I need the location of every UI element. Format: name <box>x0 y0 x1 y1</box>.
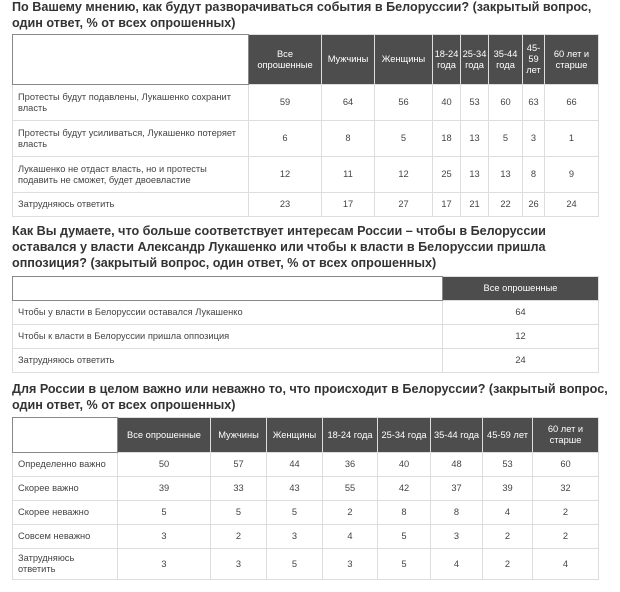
table-row <box>13 121 599 157</box>
table-row <box>13 477 599 501</box>
value-cell: 53 <box>483 453 533 477</box>
value-cell: 23 <box>249 193 322 217</box>
value-cell: 43 <box>267 477 323 501</box>
value-cell: 4 <box>323 525 378 549</box>
row-label: Затрудняюсь ответить <box>13 549 118 580</box>
value-cell: 53 <box>461 85 489 121</box>
value-cell: 3 <box>431 525 483 549</box>
value-cell: 55 <box>323 477 378 501</box>
row-label: Протесты будут усиливаться, Лукашенко потеряет власть <box>13 121 249 157</box>
value-cell: 26 <box>523 193 545 217</box>
header-cell: 35-44 года <box>431 418 483 453</box>
value-cell: 2 <box>483 549 533 580</box>
value-cell: 40 <box>433 85 461 121</box>
row-label: Скорее неважно <box>13 501 118 525</box>
header-corner <box>13 277 443 301</box>
value-cell: 59 <box>249 85 322 121</box>
value-cell: 60 <box>533 453 599 477</box>
header-cell: Все опрошенные <box>443 277 599 301</box>
header-corner <box>13 35 249 85</box>
value-cell: 5 <box>378 525 431 549</box>
value-cell: 5 <box>118 501 211 525</box>
table-row <box>13 301 599 325</box>
value-cell: 4 <box>533 549 599 580</box>
value-cell: 3 <box>523 121 545 157</box>
value-cell: 42 <box>378 477 431 501</box>
value-cell: 25 <box>433 157 461 193</box>
value-cell: 5 <box>489 121 523 157</box>
value-cell: 57 <box>211 453 267 477</box>
value-cell: 64 <box>322 85 375 121</box>
header-cell: 45-59 лет <box>523 35 545 85</box>
header-cell: Женщины <box>375 35 433 85</box>
value-cell: 3 <box>323 549 378 580</box>
table-row <box>13 157 599 193</box>
row-label: Протесты будут подавлены, Лукашенко сохранит власть <box>13 85 249 121</box>
header-cell: 18-24 года <box>433 35 461 85</box>
value-cell: 5 <box>267 501 323 525</box>
value-cell: 8 <box>431 501 483 525</box>
value-cell: 66 <box>545 85 599 121</box>
value-cell: 1 <box>545 121 599 157</box>
value-cell: 8 <box>378 501 431 525</box>
table-row <box>13 349 599 373</box>
value-cell: 18 <box>433 121 461 157</box>
value-cell: 5 <box>211 501 267 525</box>
row-label: Совсем неважно <box>13 525 118 549</box>
header-cell: Мужчины <box>211 418 267 453</box>
header-cell: Все опрошенные <box>249 35 322 85</box>
value-cell: 13 <box>461 121 489 157</box>
value-cell: 40 <box>378 453 431 477</box>
table-row <box>13 193 599 217</box>
value-cell: 39 <box>483 477 533 501</box>
header-cell: 60 лет и старше <box>545 35 599 85</box>
value-cell: 8 <box>523 157 545 193</box>
value-cell: 5 <box>375 121 433 157</box>
header-cell: 35-44 года <box>489 35 523 85</box>
value-cell: 9 <box>545 157 599 193</box>
value-cell: 5 <box>378 549 431 580</box>
row-label: Затрудняюсь ответить <box>13 349 443 373</box>
row-label: Лукашенко не отдаст власть, но и протесты подавить не сможет, будет двоевластие <box>13 157 249 193</box>
value-cell: 3 <box>118 525 211 549</box>
value-cell: 11 <box>322 157 375 193</box>
question-2-title: Как Вы думаете, что больше соответствует интересам России – чтобы в Белоруссии оставался у власти Александр Лукашенко или чтобы к власти в Белоруссии пришла оппозиция? (закрытый вопрос, один ответ, % от всех опрошенных) <box>12 224 546 270</box>
header-cell: Женщины <box>267 418 323 453</box>
table-row <box>13 501 599 525</box>
header-corner <box>13 418 118 453</box>
value-cell: 5 <box>267 549 323 580</box>
table-row <box>13 549 599 580</box>
value-cell: 60 <box>489 85 523 121</box>
value-cell: 17 <box>433 193 461 217</box>
russia-interests-table <box>12 276 599 373</box>
table-row <box>13 525 599 549</box>
row-label: Чтобы к власти в Белоруссии пришла оппозиция <box>13 325 443 349</box>
row-label: Скорее важно <box>13 477 118 501</box>
header-cell: 18-24 года <box>323 418 378 453</box>
events-forecast-table <box>12 34 599 217</box>
header-cell: Мужчины <box>322 35 375 85</box>
value-cell: 64 <box>443 301 599 325</box>
header-cell: Все опрошенные <box>118 418 211 453</box>
value-cell: 17 <box>322 193 375 217</box>
question-1-title: По Вашему мнению, как будут разворачиваться события в Белоруссии? (закрытый вопрос, один ответ, % от всех опрошенных) <box>12 0 592 30</box>
value-cell: 48 <box>431 453 483 477</box>
value-cell: 2 <box>533 501 599 525</box>
value-cell: 2 <box>211 525 267 549</box>
value-cell: 24 <box>443 349 599 373</box>
value-cell: 27 <box>375 193 433 217</box>
value-cell: 8 <box>322 121 375 157</box>
row-label: Определенно важно <box>13 453 118 477</box>
value-cell: 37 <box>431 477 483 501</box>
value-cell: 6 <box>249 121 322 157</box>
header-cell: 60 лет и старше <box>533 418 599 453</box>
value-cell: 50 <box>118 453 211 477</box>
value-cell: 2 <box>483 525 533 549</box>
value-cell: 33 <box>211 477 267 501</box>
header-cell: 45-59 лет <box>483 418 533 453</box>
table-header-row <box>13 277 599 301</box>
row-label: Затрудняюсь ответить <box>13 193 249 217</box>
value-cell: 21 <box>461 193 489 217</box>
table-header-row <box>13 418 599 453</box>
value-cell: 24 <box>545 193 599 217</box>
value-cell: 4 <box>431 549 483 580</box>
value-cell: 13 <box>461 157 489 193</box>
value-cell: 44 <box>267 453 323 477</box>
value-cell: 39 <box>118 477 211 501</box>
table-header-row <box>13 35 599 85</box>
value-cell: 13 <box>489 157 523 193</box>
value-cell: 2 <box>533 525 599 549</box>
value-cell: 4 <box>483 501 533 525</box>
value-cell: 56 <box>375 85 433 121</box>
value-cell: 2 <box>323 501 378 525</box>
value-cell: 3 <box>267 525 323 549</box>
table-row <box>13 85 599 121</box>
value-cell: 12 <box>375 157 433 193</box>
value-cell: 63 <box>523 85 545 121</box>
value-cell: 32 <box>533 477 599 501</box>
value-cell: 3 <box>211 549 267 580</box>
value-cell: 3 <box>118 549 211 580</box>
question-3-title: Для России в целом важно или неважно то, что происходит в Белоруссии? (закрытый вопрос, один ответ, % от всех опрошенных) <box>12 382 608 412</box>
row-label: Чтобы у власти в Белоруссии оставался Лукашенко <box>13 301 443 325</box>
value-cell: 12 <box>443 325 599 349</box>
table-row <box>13 453 599 477</box>
value-cell: 36 <box>323 453 378 477</box>
table-row <box>13 325 599 349</box>
header-cell: 25-34 года <box>461 35 489 85</box>
header-cell: 25-34 года <box>378 418 431 453</box>
value-cell: 12 <box>249 157 322 193</box>
value-cell: 22 <box>489 193 523 217</box>
importance-table <box>12 417 599 580</box>
